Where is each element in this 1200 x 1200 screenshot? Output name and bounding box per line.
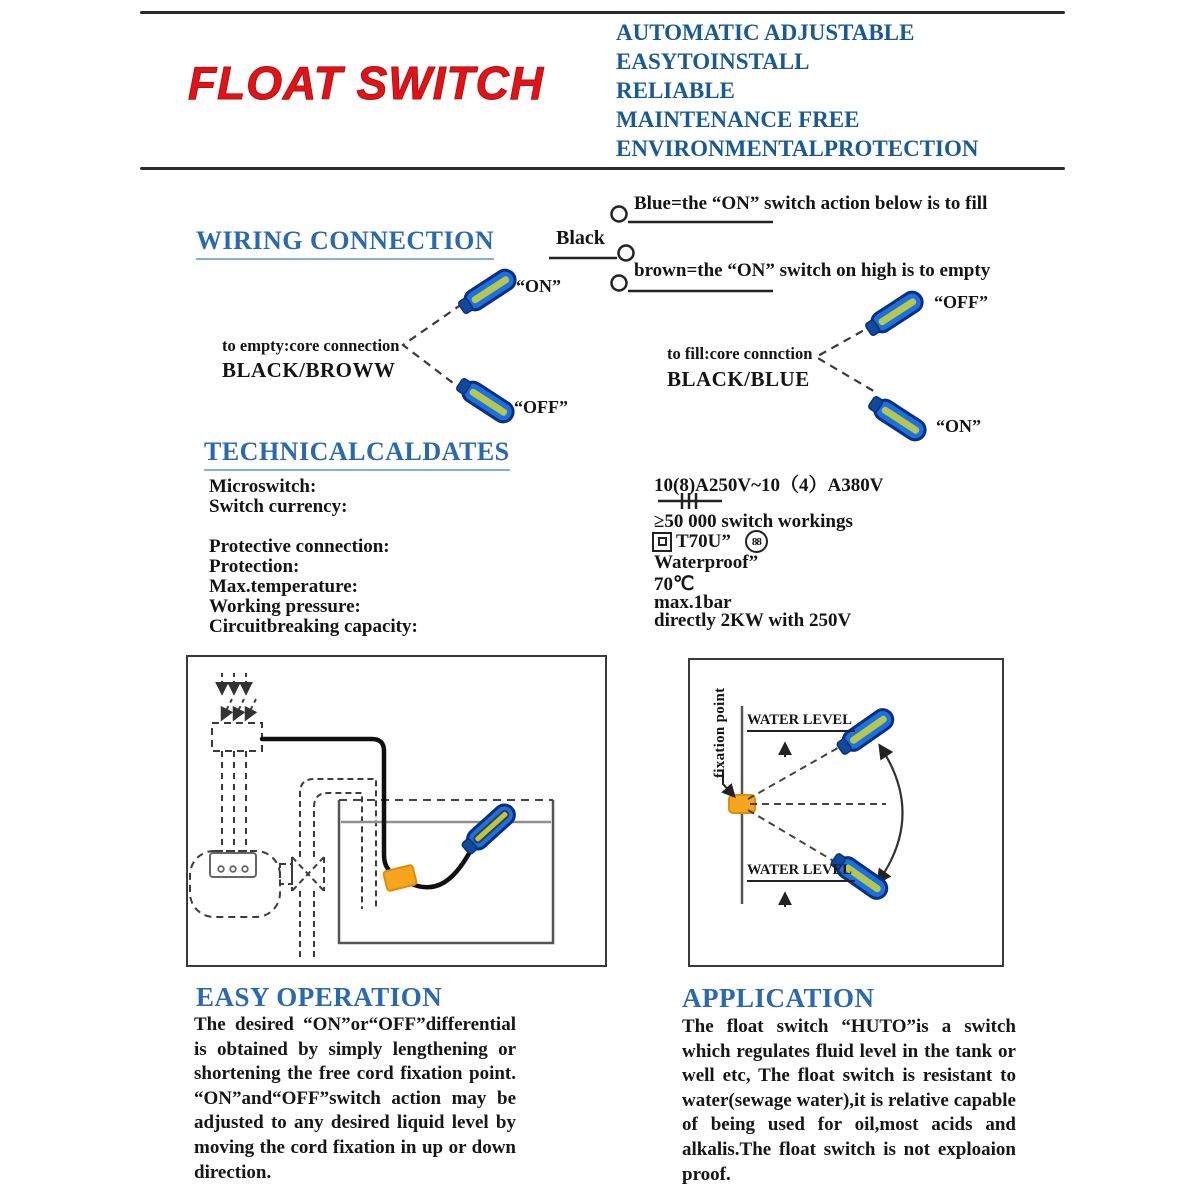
spec-label: Protection: <box>209 556 300 577</box>
cable-icon <box>262 739 471 887</box>
water-level-label-bottom: WATER LEVEL <box>747 862 855 882</box>
wiring-diagram <box>140 180 1065 450</box>
top-divider <box>140 11 1065 14</box>
spec-value-max-temperature: 70℃ <box>654 574 695 595</box>
installation-diagram <box>188 657 605 965</box>
spec-label: Max.temperature: <box>209 576 358 597</box>
feature-item: ENVIRONMENTALPROTECTION <box>616 136 979 161</box>
spec-value-breaking-capacity: directly 2KW with 250V <box>654 610 852 631</box>
spec-label: Circuitbreaking capacity: <box>209 616 418 637</box>
float-switch-icon <box>459 801 518 857</box>
feature-item: AUTOMATIC ADJUSTABLE <box>616 20 915 45</box>
spec-value-protection: Waterproof” <box>654 552 759 573</box>
state-label-off: “OFF” <box>934 292 988 312</box>
water-level-label-top: WATER LEVEL <box>747 712 855 732</box>
empty-connection-cores: BLACK/BROWW <box>222 358 396 382</box>
tank-icon <box>339 800 553 943</box>
installation-diagram-box <box>186 655 607 967</box>
black-wire-label: Black <box>556 227 605 249</box>
technical-heading: TECHNICALCALDATES <box>204 437 510 471</box>
feature-item: RELIABLE <box>616 78 735 103</box>
valve-icon <box>280 857 324 891</box>
float-switch-icon <box>456 266 519 317</box>
feature-item: MAINTENANCE FREE <box>616 107 860 132</box>
spec-value-microswitch: 10(8)A250V~10（4）A380V <box>654 475 884 496</box>
pump-icon <box>190 851 280 917</box>
spec-label: Working pressure: <box>209 596 361 617</box>
fill-connection-cores: BLACK/BLUE <box>667 367 810 391</box>
brown-wire-note: brown=the “ON” switch on high is to empty <box>634 260 991 281</box>
wiring-heading: WIRING CONNECTION <box>196 226 494 260</box>
float-switch-icon <box>863 288 926 339</box>
header-divider <box>140 167 1065 170</box>
cert-mark-icon: 88 <box>745 530 768 553</box>
fixation-diagram <box>690 660 1002 965</box>
fill-connection-desc: to fill:core connction <box>667 344 813 363</box>
blue-wire-note: Blue=the “ON” switch action below is to fill <box>634 193 988 214</box>
empty-connection-desc: to empty:core connection <box>222 336 400 355</box>
swing-arc-icon <box>878 746 903 882</box>
swing-range-lines <box>748 741 886 866</box>
state-label-off: “OFF” <box>514 397 568 417</box>
junction-box-icon <box>212 723 262 751</box>
double-insulation-icon <box>652 532 672 552</box>
state-label-on: “ON” <box>936 416 981 436</box>
float-switch-icon <box>866 393 929 444</box>
product-title: FLOAT SWITCH <box>188 57 545 109</box>
fixation-diagram-box <box>688 658 1004 967</box>
spec-label: Protective connection: <box>209 536 390 557</box>
application-heading: APPLICATION <box>682 983 875 1013</box>
spec-value-protective-class: T70U” <box>676 530 731 552</box>
contact-symbol-icon <box>657 492 723 510</box>
float-switch-icon <box>454 375 517 426</box>
state-label-on: “ON” <box>516 276 561 296</box>
easy-operation-text: The desired “ON”or“OFF”differential is obtained by simply lengthening or shortening the free cord fixation point. “ON”and“OFF”switch action may be adjusted to any desired liquid level by moving the cord fixation in up or down direction. <box>194 1014 516 1183</box>
spec-value-working-pressure: max.1bar <box>654 592 732 613</box>
easy-operation-heading: EASY OPERATION <box>196 982 443 1012</box>
fixation-point-label: fixation point <box>712 687 728 778</box>
spec-label: Switch currency: <box>209 496 348 517</box>
feature-item: EASYTOINSTALL <box>616 49 810 74</box>
pump-wires <box>222 751 246 853</box>
spec-label: Microswitch: <box>209 476 317 497</box>
spec-value-protective-class-row <box>652 530 768 553</box>
spec-value-switch-workings: ≥50 000 switch workings <box>654 511 853 532</box>
supply-arrows-icon <box>222 673 256 719</box>
application-text: The float switch “HUTO”is a switch which regulates fluid level in the tank or well etc, The float switch is resistant to water(sewage water),it is relative capable of being used for oil,most acids and alkalis.The float switch is not exploaion proof. <box>682 1016 1016 1185</box>
